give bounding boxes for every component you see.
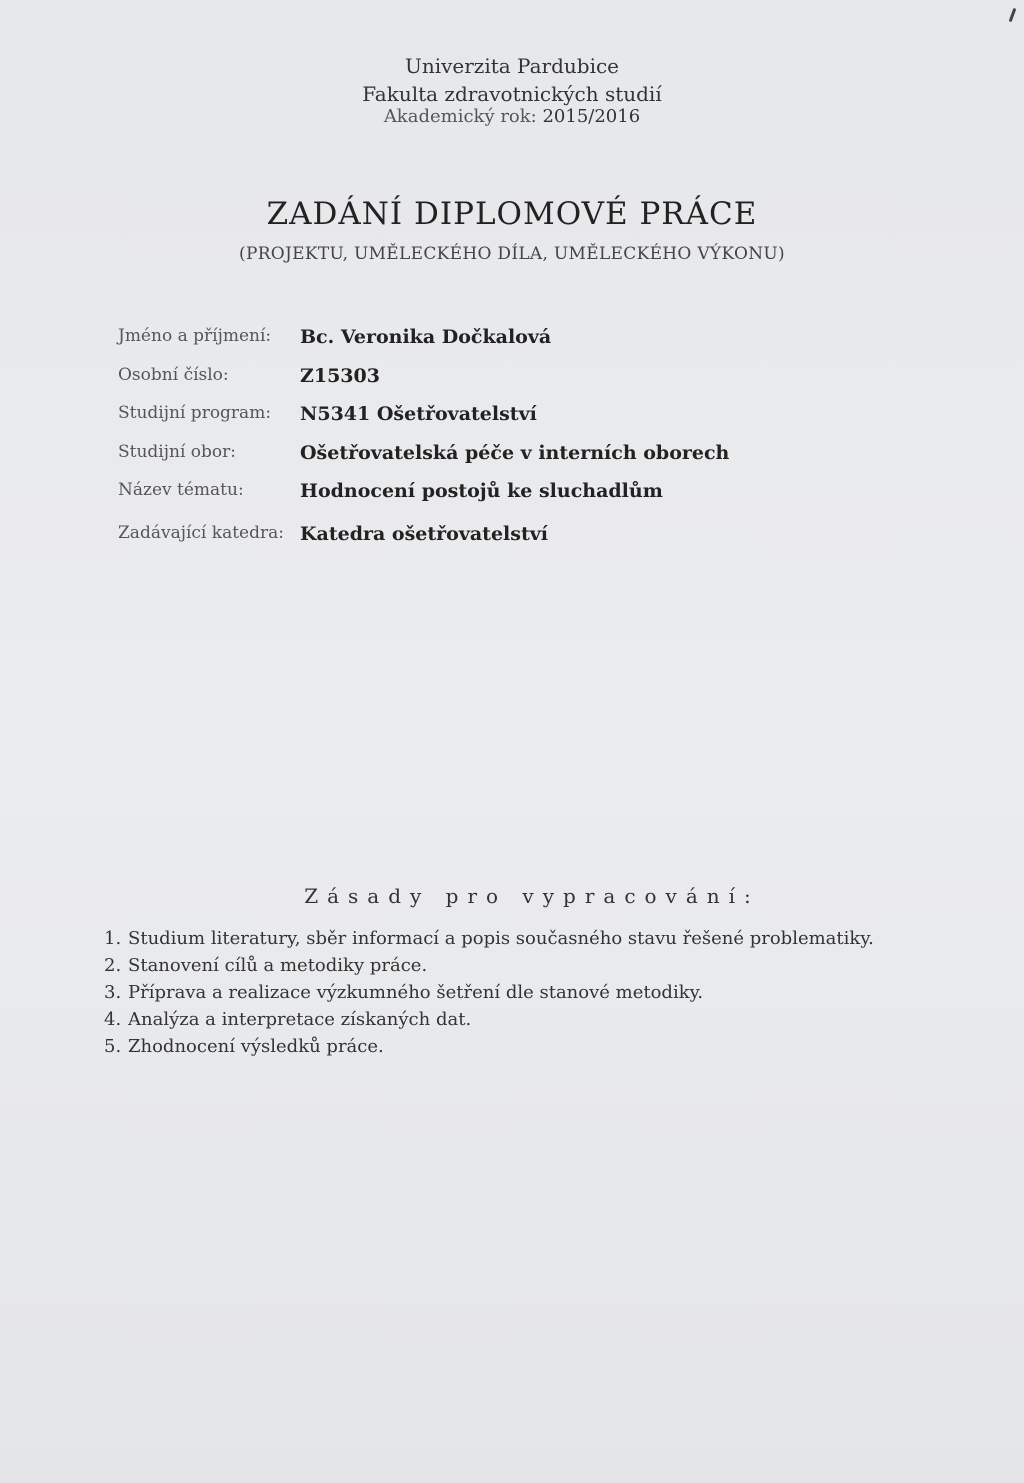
academic-year-value: 2015/2016: [542, 106, 641, 127]
list-item: [104, 1036, 874, 1063]
list-text: Příprava a realizace výzkumného šetření dle stanové metodiky.: [128, 982, 704, 1003]
field-label: Studijní obor:: [118, 441, 237, 462]
field-label: Studijní program:: [118, 403, 272, 423]
field-label: Osobní číslo:: [118, 364, 229, 385]
faculty-name: Fakulta zdravotnických studií: [362, 82, 662, 106]
field-value: Bc. Veronika Dočkalová: [300, 326, 552, 348]
list-text: Zhodnocení výsledků práce.: [128, 1036, 384, 1057]
field-value: Katedra ošetřovatelství: [300, 522, 548, 545]
list-item: [104, 928, 874, 955]
field-value: Hodnocení postojů ke sluchadlům: [300, 480, 663, 502]
university-name: Univerzita Pardubice: [404, 54, 620, 78]
document-title: ZADÁNÍ DIPLOMOVÉ PRÁCE: [266, 196, 758, 232]
list-text: Studium literatury, sběr informací a popis současného stavu řešené problematiky.: [128, 928, 874, 949]
list-number: 5.: [104, 1036, 122, 1057]
list-text: Analýza a interpretace získaných dat.: [128, 1009, 472, 1030]
corner-mark: [1009, 8, 1017, 22]
list-item: [104, 955, 874, 982]
field-label: Jméno a příjmení:: [118, 326, 272, 346]
list-number: 1.: [104, 928, 122, 949]
field-label: Zadávající katedra:: [118, 522, 284, 543]
academic-year-label: Akademický rok:: [383, 106, 537, 127]
list-text: Stanovení cílů a metodiky práce.: [128, 955, 428, 976]
document-subtitle: (PROJEKTU, UMĚLECKÉHO DÍLA, UMĚLECKÉHO VÝKONU): [239, 244, 785, 264]
list-item: [104, 1009, 874, 1036]
field-label: Název tématu:: [118, 480, 244, 500]
field-value: Ošetřovatelská péče v interních oborech: [300, 441, 730, 464]
academic-year: [0, 106, 1024, 127]
field-value: N5341 Ošetřovatelství: [300, 403, 537, 425]
list-number: 2.: [104, 955, 122, 976]
field-value: Z15303: [300, 364, 380, 387]
list-number: 4.: [104, 1009, 122, 1030]
principles-heading: Zásady pro vypracování:: [304, 884, 760, 908]
principles-list: [104, 928, 874, 1063]
list-number: 3.: [104, 982, 122, 1003]
list-item: [104, 982, 874, 1009]
